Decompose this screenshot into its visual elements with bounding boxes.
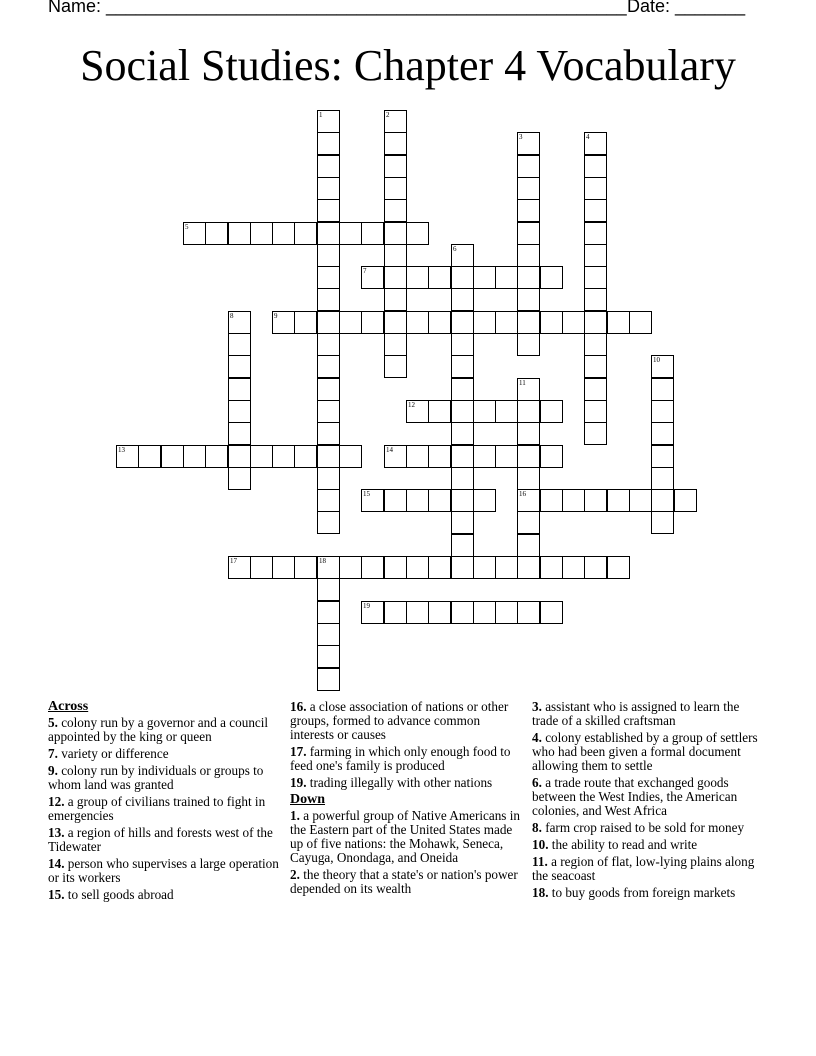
grid-cell[interactable] <box>317 177 340 200</box>
grid-cell[interactable] <box>406 601 429 624</box>
grid-cell[interactable] <box>651 400 674 423</box>
grid-cell[interactable] <box>317 445 340 468</box>
grid-cell[interactable] <box>183 445 206 468</box>
grid-cell[interactable] <box>651 489 674 512</box>
clue-item <box>532 700 768 728</box>
clue-item <box>290 868 526 896</box>
clue-item <box>532 838 768 852</box>
grid-cell[interactable] <box>629 311 652 334</box>
grid-cell[interactable] <box>584 222 607 245</box>
grid-cell[interactable] <box>228 311 251 334</box>
grid-cell[interactable] <box>294 222 317 245</box>
clue-number-11: 11 <box>519 379 526 387</box>
clue-item <box>48 826 284 854</box>
clue-text: to sell goods abroad <box>64 887 174 902</box>
grid-cell[interactable] <box>384 132 407 155</box>
grid-cell[interactable] <box>317 132 340 155</box>
clue-text: variety or difference <box>57 746 169 761</box>
grid-cell[interactable] <box>584 355 607 378</box>
grid-cell[interactable] <box>517 199 540 222</box>
grid-cell[interactable] <box>228 556 251 579</box>
grid-cell[interactable] <box>517 601 540 624</box>
grid-cell[interactable] <box>406 311 429 334</box>
grid-cell[interactable] <box>517 222 540 245</box>
grid-cell[interactable] <box>339 556 362 579</box>
grid-cell[interactable] <box>651 511 674 534</box>
clue-number-5: 5 <box>185 223 189 231</box>
grid-cell[interactable] <box>406 266 429 289</box>
clues-column-2 <box>290 700 526 899</box>
grid-cell[interactable] <box>517 132 540 155</box>
grid-cell[interactable] <box>317 355 340 378</box>
grid-cell[interactable] <box>517 333 540 356</box>
grid-cell[interactable] <box>317 645 340 668</box>
grid-cell[interactable] <box>584 489 607 512</box>
grid-cell[interactable] <box>361 601 384 624</box>
grid-cell[interactable] <box>384 489 407 512</box>
across-clue-list-a <box>48 716 284 902</box>
grid-cell[interactable] <box>540 601 563 624</box>
grid-cell[interactable] <box>607 556 630 579</box>
grid-cell[interactable] <box>317 400 340 423</box>
grid-cell[interactable] <box>473 445 496 468</box>
name-field-label[interactable]: Name: ____________________________________________________ <box>48 0 627 16</box>
grid-cell[interactable] <box>584 422 607 445</box>
grid-cell[interactable] <box>473 601 496 624</box>
grid-cell[interactable] <box>228 333 251 356</box>
grid-cell[interactable] <box>317 333 340 356</box>
grid-cell[interactable] <box>517 556 540 579</box>
grid-cell[interactable] <box>428 556 451 579</box>
grid-cell[interactable] <box>384 445 407 468</box>
clue-number-19: 19 <box>363 602 370 610</box>
grid-cell[interactable] <box>250 556 273 579</box>
clue-number: 2. <box>290 867 300 882</box>
grid-cell[interactable] <box>339 222 362 245</box>
grid-cell[interactable] <box>361 311 384 334</box>
grid-cell[interactable] <box>451 288 474 311</box>
grid-cell[interactable] <box>317 489 340 512</box>
clue-number-7: 7 <box>363 267 367 275</box>
grid-cell[interactable] <box>584 311 607 334</box>
clue-text: farm crop raised to be sold for money <box>541 820 745 835</box>
grid-cell[interactable] <box>428 489 451 512</box>
clue-number: 12. <box>48 794 65 809</box>
grid-cell[interactable] <box>451 556 474 579</box>
clue-number-6: 6 <box>453 245 457 253</box>
grid-cell[interactable] <box>317 199 340 222</box>
grid-cell[interactable] <box>428 311 451 334</box>
clue-number: 11. <box>532 854 548 869</box>
grid-cell[interactable] <box>584 244 607 267</box>
grid-cell[interactable] <box>562 489 585 512</box>
down-heading: Down <box>290 792 326 807</box>
clue-number-15: 15 <box>363 490 370 498</box>
grid-cell[interactable] <box>517 244 540 267</box>
grid-cell[interactable] <box>294 311 317 334</box>
across-clue-list-b <box>290 700 526 790</box>
grid-cell[interactable] <box>607 311 630 334</box>
clue-number: 14. <box>48 856 65 871</box>
clue-number-13: 13 <box>118 446 125 454</box>
clue-item <box>532 821 768 835</box>
clue-number: 16. <box>290 699 307 714</box>
grid-cell[interactable] <box>317 155 340 178</box>
grid-cell[interactable] <box>584 177 607 200</box>
grid-cell[interactable] <box>651 355 674 378</box>
clue-text: a region of hills and forests west of the Tidewater <box>48 825 273 854</box>
clue-number: 4. <box>532 730 542 745</box>
grid-cell[interactable] <box>228 222 251 245</box>
grid-cell[interactable] <box>294 556 317 579</box>
grid-cell[interactable] <box>651 445 674 468</box>
grid-cell[interactable] <box>451 244 474 267</box>
clue-text: person who supervises a large operation or its workers <box>48 856 279 885</box>
grid-cell[interactable] <box>384 266 407 289</box>
grid-cell[interactable] <box>451 266 474 289</box>
clue-item <box>48 716 284 744</box>
grid-cell[interactable] <box>406 445 429 468</box>
grid-cell[interactable] <box>272 311 295 334</box>
grid-cell[interactable] <box>384 288 407 311</box>
across-heading: Across <box>48 699 89 714</box>
grid-cell[interactable] <box>317 668 340 691</box>
grid-cell[interactable] <box>317 422 340 445</box>
grid-cell[interactable] <box>384 244 407 267</box>
grid-cell[interactable] <box>294 445 317 468</box>
grid-cell[interactable] <box>384 355 407 378</box>
grid-cell[interactable] <box>228 400 251 423</box>
grid-cell[interactable] <box>451 601 474 624</box>
grid-cell[interactable] <box>339 311 362 334</box>
clue-item <box>290 745 526 773</box>
grid-cell[interactable] <box>629 489 652 512</box>
clue-number-1: 1 <box>319 111 323 119</box>
grid-cell[interactable] <box>317 110 340 133</box>
grid-cell[interactable] <box>540 400 563 423</box>
grid-cell[interactable] <box>406 489 429 512</box>
grid-cell[interactable] <box>317 578 340 601</box>
grid-cell[interactable] <box>183 222 206 245</box>
grid-cell[interactable] <box>473 266 496 289</box>
grid-cell[interactable] <box>473 556 496 579</box>
grid-cell[interactable] <box>451 311 474 334</box>
clue-number: 15. <box>48 887 65 902</box>
grid-cell[interactable] <box>517 177 540 200</box>
clue-item <box>532 731 768 773</box>
grid-cell[interactable] <box>361 556 384 579</box>
clue-number: 10. <box>532 837 549 852</box>
grid-cell[interactable] <box>451 355 474 378</box>
clue-text: a close association of nations or other groups, formed to advance common interests or causes <box>290 699 509 742</box>
grid-cell[interactable] <box>317 601 340 624</box>
grid-cell[interactable] <box>272 445 295 468</box>
clue-text: farming in which only enough food to feed one's family is produced <box>290 744 511 773</box>
grid-cell[interactable] <box>451 467 474 490</box>
grid-cell[interactable] <box>517 511 540 534</box>
clue-number: 18. <box>532 885 549 900</box>
grid-cell[interactable] <box>451 422 474 445</box>
grid-cell[interactable] <box>406 222 429 245</box>
clue-item <box>48 747 284 761</box>
grid-cell[interactable] <box>384 110 407 133</box>
grid-cell[interactable] <box>584 266 607 289</box>
grid-cell[interactable] <box>317 222 340 245</box>
clue-item <box>532 776 768 818</box>
grid-cell[interactable] <box>250 222 273 245</box>
clue-item <box>290 700 526 742</box>
clue-number-16: 16 <box>519 490 526 498</box>
page-title: Social Studies: Chapter 4 Vocabulary <box>80 41 736 90</box>
grid-cell[interactable] <box>674 489 697 512</box>
grid-cell[interactable] <box>562 556 585 579</box>
grid-cell[interactable] <box>339 445 362 468</box>
clue-number: 8. <box>532 820 542 835</box>
clue-text: a group of civilians trained to fight in emergencies <box>48 794 266 823</box>
down-clue-list-a <box>290 809 526 896</box>
grid-cell[interactable] <box>517 378 540 401</box>
grid-cell[interactable] <box>651 467 674 490</box>
grid-cell[interactable] <box>317 378 340 401</box>
clue-text: colony run by a governor and a council appointed by the king or queen <box>48 715 269 744</box>
clue-text: a powerful group of Native Americans in the Eastern part of the United States made up of five nations: the Mohawk, Seneca, Cayuga, Onondaga, and Oneida <box>290 808 520 865</box>
grid-cell[interactable] <box>451 445 474 468</box>
grid-cell[interactable] <box>473 311 496 334</box>
grid-cell[interactable] <box>584 556 607 579</box>
grid-cell[interactable] <box>540 445 563 468</box>
grid-cell[interactable] <box>517 266 540 289</box>
grid-cell[interactable] <box>384 177 407 200</box>
grid-cell[interactable] <box>317 467 340 490</box>
clue-number-10: 10 <box>653 356 660 364</box>
grid-cell[interactable] <box>584 155 607 178</box>
grid-cell[interactable] <box>317 266 340 289</box>
clue-text: the ability to read and write <box>548 837 698 852</box>
grid-cell[interactable] <box>451 400 474 423</box>
grid-cell[interactable] <box>272 556 295 579</box>
clue-item <box>532 855 768 883</box>
grid-cell[interactable] <box>473 400 496 423</box>
grid-cell[interactable] <box>384 556 407 579</box>
grid-cell[interactable] <box>517 311 540 334</box>
grid-cell[interactable] <box>361 489 384 512</box>
grid-cell[interactable] <box>317 556 340 579</box>
grid-cell[interactable] <box>495 556 518 579</box>
grid-cell[interactable] <box>607 489 630 512</box>
grid-cell[interactable] <box>228 445 251 468</box>
clue-number-17: 17 <box>230 557 237 565</box>
grid-cell[interactable] <box>317 511 340 534</box>
grid-cell[interactable] <box>317 623 340 646</box>
clue-number-9: 9 <box>274 312 278 320</box>
grid-cell[interactable] <box>228 467 251 490</box>
grid-cell[interactable] <box>517 467 540 490</box>
grid-cell[interactable] <box>161 445 184 468</box>
grid-cell[interactable] <box>517 400 540 423</box>
grid-cell[interactable] <box>272 222 295 245</box>
grid-cell[interactable] <box>540 266 563 289</box>
grid-cell[interactable] <box>451 378 474 401</box>
down-clue-list-b <box>532 700 768 900</box>
clue-number-4: 4 <box>586 133 590 141</box>
grid-cell[interactable] <box>562 311 585 334</box>
clue-number: 3. <box>532 699 542 714</box>
date-field-label[interactable]: Date: _______ <box>627 0 746 16</box>
grid-cell[interactable] <box>540 489 563 512</box>
clue-text: assistant who is assigned to learn the trade of a skilled craftsman <box>532 699 740 728</box>
grid-cell[interactable] <box>317 244 340 267</box>
clue-item <box>290 809 526 865</box>
clue-number-8: 8 <box>230 312 234 320</box>
grid-cell[interactable] <box>228 355 251 378</box>
grid-cell[interactable] <box>451 489 474 512</box>
clue-number: 6. <box>532 775 542 790</box>
clue-number-3: 3 <box>519 133 523 141</box>
grid-cell[interactable] <box>361 266 384 289</box>
grid-cell[interactable] <box>428 601 451 624</box>
clue-item <box>48 764 284 792</box>
grid-cell[interactable] <box>250 445 273 468</box>
grid-cell[interactable] <box>584 400 607 423</box>
grid-cell[interactable] <box>384 311 407 334</box>
grid-cell[interactable] <box>228 422 251 445</box>
grid-cell[interactable] <box>451 534 474 557</box>
grid-cell[interactable] <box>495 266 518 289</box>
grid-cell[interactable] <box>651 422 674 445</box>
grid-cell[interactable] <box>451 511 474 534</box>
clue-number: 13. <box>48 825 65 840</box>
grid-cell[interactable] <box>495 400 518 423</box>
grid-cell[interactable] <box>517 534 540 557</box>
grid-cell[interactable] <box>384 333 407 356</box>
clue-text: the theory that a state's or nation's power depended on its wealth <box>290 867 518 896</box>
clues-column-1 <box>48 700 284 905</box>
grid-cell[interactable] <box>361 222 384 245</box>
grid-cell[interactable] <box>584 132 607 155</box>
grid-cell[interactable] <box>517 445 540 468</box>
grid-cell[interactable] <box>495 311 518 334</box>
clue-item <box>48 857 284 885</box>
grid-cell[interactable] <box>428 400 451 423</box>
clue-number: 9. <box>48 763 58 778</box>
clue-number: 7. <box>48 746 58 761</box>
grid-cell[interactable] <box>138 445 161 468</box>
grid-cell[interactable] <box>428 445 451 468</box>
grid-cell[interactable] <box>428 266 451 289</box>
grid-cell[interactable] <box>517 489 540 512</box>
grid-cell[interactable] <box>317 311 340 334</box>
clue-text: trading illegally with other nations <box>306 775 493 790</box>
grid-cell[interactable] <box>228 378 251 401</box>
clue-item <box>48 795 284 823</box>
grid-cell[interactable] <box>116 445 139 468</box>
clue-number: 19. <box>290 775 307 790</box>
clue-text: a region of flat, low-lying plains along the seacoast <box>532 854 755 883</box>
clue-text: colony established by a group of settlers who had been given a formal document allowing them to settle <box>532 730 758 773</box>
grid-cell[interactable] <box>406 556 429 579</box>
grid-cell[interactable] <box>205 222 228 245</box>
grid-cell[interactable] <box>384 199 407 222</box>
clue-text: colony run by individuals or groups to whom land was granted <box>48 763 264 792</box>
grid-cell[interactable] <box>384 155 407 178</box>
grid-cell[interactable] <box>584 333 607 356</box>
clue-number: 17. <box>290 744 307 759</box>
grid-cell[interactable] <box>473 489 496 512</box>
clue-number: 5. <box>48 715 58 730</box>
grid-cell[interactable] <box>406 400 429 423</box>
grid-cell[interactable] <box>584 378 607 401</box>
grid-cell[interactable] <box>540 311 563 334</box>
grid-cell[interactable] <box>384 222 407 245</box>
clue-text: a trade route that exchanged goods between the West Indies, the American colonies, and West Africa <box>532 775 738 818</box>
grid-cell[interactable] <box>205 445 228 468</box>
grid-cell[interactable] <box>517 288 540 311</box>
clue-number-14: 14 <box>386 446 393 454</box>
grid-cell[interactable] <box>495 445 518 468</box>
grid-cell[interactable] <box>584 288 607 311</box>
clue-item <box>290 776 526 790</box>
grid-cell[interactable] <box>517 422 540 445</box>
clue-number: 1. <box>290 808 300 823</box>
grid-cell[interactable] <box>384 601 407 624</box>
clue-item <box>48 888 284 902</box>
clues-column-3 <box>532 700 768 903</box>
grid-cell[interactable] <box>651 378 674 401</box>
grid-cell[interactable] <box>540 556 563 579</box>
grid-cell[interactable] <box>495 601 518 624</box>
grid-cell[interactable] <box>584 199 607 222</box>
grid-cell[interactable] <box>317 288 340 311</box>
clue-text: to buy goods from foreign markets <box>548 885 736 900</box>
clue-number-18: 18 <box>319 557 326 565</box>
grid-cell[interactable] <box>451 333 474 356</box>
grid-cell[interactable] <box>517 155 540 178</box>
clue-item <box>532 886 768 900</box>
clue-number-12: 12 <box>408 401 415 409</box>
clue-number-2: 2 <box>386 111 390 119</box>
